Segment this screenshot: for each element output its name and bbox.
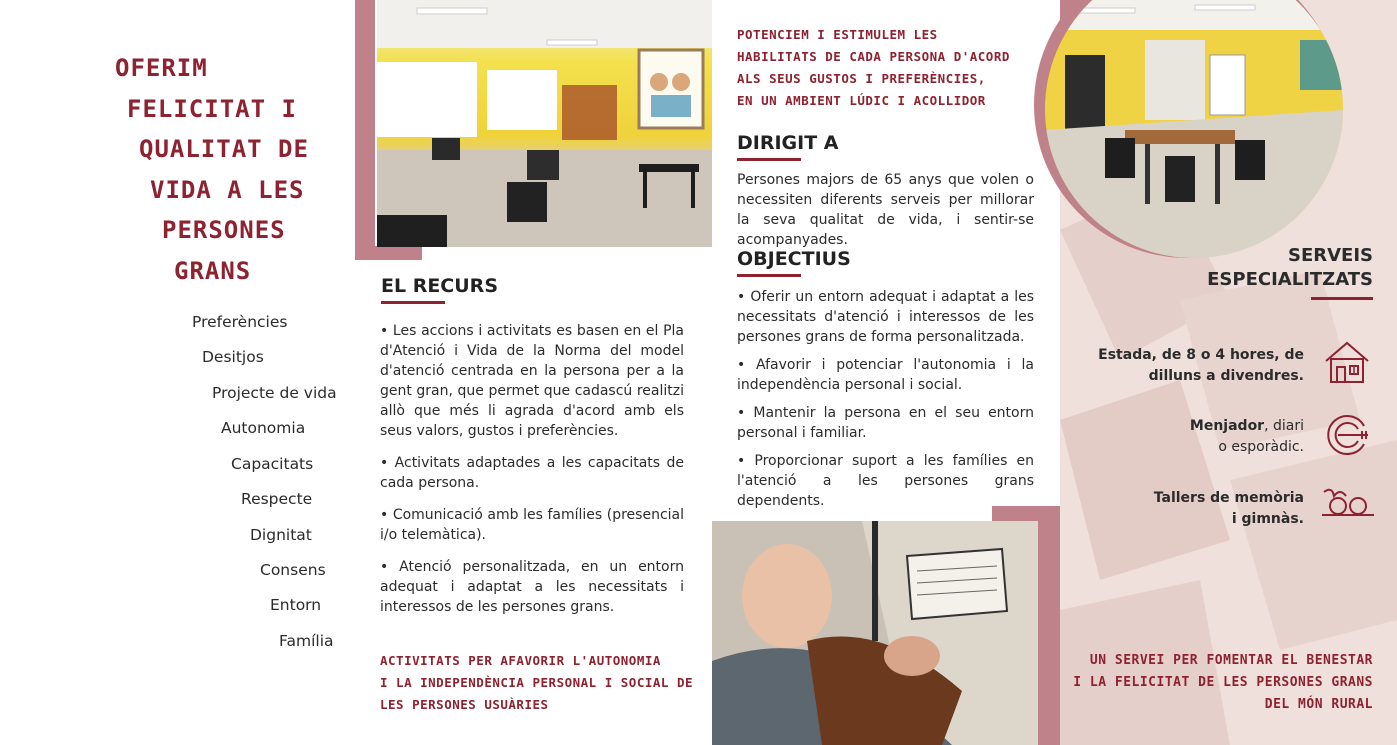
- service-workshops-bold: Tallers de memòria: [1153, 490, 1304, 506]
- service-stay-rest: dilluns a divendres.: [1148, 368, 1304, 384]
- recurs-footer-line: ACTIVITATS PER AFAVORIR L'AUTONOMIA: [380, 653, 661, 668]
- intro-line: HABILITATS DE CADA PERSONA D'ACORD: [737, 49, 1010, 64]
- recurs-paragraph: • Atenció personalitzada, en un entorn adequat i adaptat a les necessitats i interessos de les persones grans.: [380, 559, 684, 615]
- service-dining-inline: , diari: [1264, 418, 1304, 434]
- objectius-item: • Afavorir i potenciar l'autonomia i la independència personal i social.: [737, 357, 1034, 393]
- service-workshops: [1154, 488, 1304, 530]
- keyword: Dignitat: [250, 526, 312, 544]
- keyword: Família: [279, 632, 334, 650]
- services-title-line: SERVEIS: [1287, 245, 1373, 266]
- service-stay-bold: Estada, de 8 o 4 hores, de: [1098, 347, 1304, 363]
- photo-frame: [355, 246, 422, 260]
- keyword: Preferències: [192, 313, 288, 331]
- objectius-item: • Mantenir la persona en el seu entorn personal i familiar.: [737, 405, 1034, 441]
- keyword: Entorn: [270, 596, 322, 614]
- dirigit-text: Persones majors de 65 anys que volen o necessiten diferents serveis per millorar la seva qualitat de vida, i sentir-se acompanyades.: [737, 172, 1034, 248]
- intro-line: POTENCIEM I ESTIMULEM LES: [737, 27, 938, 42]
- objectius-item: • Oferir un entorn adequat i adaptat a les necessitats d'atenció i interessos de les persones grans de forma personalitzada.: [737, 289, 1034, 345]
- keyword: Projecte de vida: [212, 384, 337, 402]
- headline-line: PERSONES: [162, 216, 286, 244]
- headline-line: VIDA A LES: [150, 175, 305, 204]
- service-workshops-rest: i gimnàs.: [1231, 511, 1304, 527]
- recurs-body: [380, 321, 684, 629]
- dirigit-title: DIRIGIT A: [737, 132, 839, 161]
- keyword: Consens: [260, 561, 326, 579]
- headline-line: GRANS: [174, 256, 252, 285]
- recurs-paragraph: • Les accions i activitats es basen en el Pla d'Atenció i Vida de la Norma del model d'atenció centrada en la persona per a la gent gran, que permet que cadascú realitzi allò que més li agrada d'acord amb els seus valors, gustos i preferències.: [380, 323, 684, 439]
- headline-line: OFERIM: [115, 54, 208, 82]
- service-dining-bold: Menjador: [1189, 418, 1265, 434]
- recurs-paragraph: • Comunicació amb les famílies (presencial i/o telemàtica).: [380, 507, 684, 543]
- music-photo: [712, 521, 1038, 745]
- dining-icon: [1324, 412, 1370, 458]
- objectius-item: • Proporcionar suport a les famílies en l'atenció a les persones grans dependents.: [737, 453, 1034, 509]
- closing-text: [1073, 650, 1373, 716]
- recurs-footer-line: LES PERSONES USUÀRIES: [380, 697, 549, 712]
- services-title: [1207, 244, 1373, 300]
- recurs-paragraph: • Activitats adaptades a les capacitats de cada persona.: [380, 455, 684, 491]
- workshop-icon: [1320, 484, 1376, 518]
- headline-line: QUALITAT DE: [139, 135, 309, 163]
- music-illustration: [712, 521, 1038, 745]
- headline: [115, 48, 309, 291]
- services-title-line: ESPECIALITZATS: [1207, 269, 1373, 290]
- intro-line: ALS SEUS GUSTOS I PREFERÈNCIES,: [737, 71, 986, 86]
- activity-room-photo: [377, 0, 712, 247]
- intro-text: [737, 24, 1037, 112]
- headline-line: FELICITAT I: [127, 94, 297, 123]
- service-dining-rest: o esporàdic.: [1218, 439, 1304, 455]
- closing-line: UN SERVEI PER FOMENTAR EL BENESTAR: [1089, 653, 1373, 668]
- recurs-footer-line: I LA INDEPENDÈNCIA PERSONAL I SOCIAL DE: [380, 675, 693, 690]
- service-dining: [1190, 416, 1304, 458]
- recurs-title: EL RECURS: [381, 275, 498, 304]
- closing-line: I LA FELICITAT DE LES PERSONES GRANS: [1073, 675, 1373, 690]
- keyword: Autonomia: [221, 419, 306, 437]
- objectius-title: OBJECTIUS: [737, 248, 851, 277]
- house-icon: [1323, 339, 1371, 385]
- closing-line: DEL MÓN RURAL: [1264, 697, 1373, 712]
- photo-frame: [355, 0, 375, 260]
- recurs-footer: [380, 650, 700, 716]
- keyword: Desitjos: [202, 348, 264, 366]
- intro-line: EN UN AMBIENT LÚDIC I ACOLLIDOR: [737, 93, 986, 108]
- service-stay: [1098, 345, 1304, 387]
- keyword: Respecte: [241, 490, 313, 508]
- objectius-body: [737, 287, 1034, 519]
- activity-room-illustration: [377, 0, 712, 247]
- keyword: Capacitats: [231, 455, 314, 473]
